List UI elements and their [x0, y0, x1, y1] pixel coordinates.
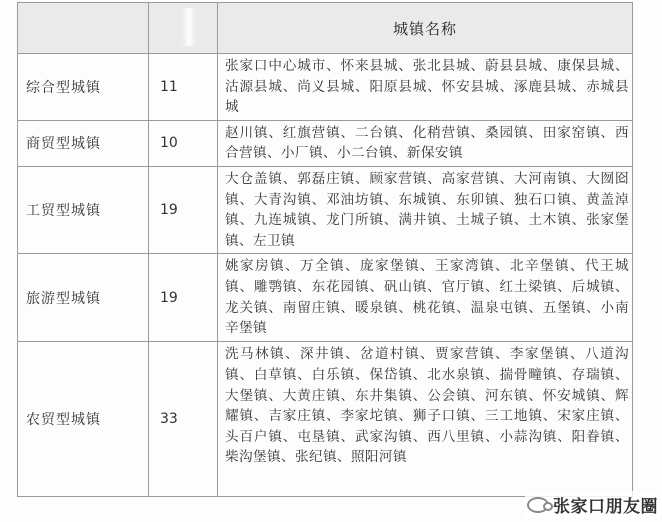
table-row — [18, 254, 633, 342]
town-classification-table — [17, 2, 633, 497]
table-row — [18, 120, 633, 166]
row-town-names: 洗马林镇、深井镇、岔道村镇、贾家营镇、李家堡镇、八道沟镇、白草镇、白乐镇、保岱镇、北水泉镇、揣骨疃镇、存瑞镇、大堡镇、大黄庄镇、东井集镇、公会镇、河东镇、怀安城镇、辉耀镇、吉家庄镇、李家坨镇、狮子口镇、三工地镇、宋家庄镇、头百户镇、屯垦镇、武家沟镇、西八里镇、小蒜沟镇、阳眷镇、柴沟堡镇、张纪镇、照阳河镇 — [218, 342, 633, 497]
row-count: 10 — [149, 120, 218, 166]
row-type-label: 农贸型城镇 — [18, 342, 149, 497]
row-count: 19 — [149, 254, 218, 342]
row-type-label: 工贸型城镇 — [18, 166, 149, 253]
row-town-names: 赵川镇、红旗营镇、二台镇、化稍营镇、桑园镇、田家窑镇、西合营镇、小厂镇、小二台镇、新保安镇 — [218, 120, 633, 166]
header-type-cell — [18, 3, 149, 54]
wechat-icon — [527, 497, 549, 513]
row-town-names: 张家口中心城市、怀来县城、张北县城、蔚县县城、康保县城、沽源县城、尚义县城、阳原县城、怀安县城、涿鹿县城、赤城县城 — [218, 54, 633, 121]
table-row — [18, 166, 633, 253]
header-names-cell: 城镇名称 — [218, 3, 633, 54]
table-header-row — [18, 3, 633, 54]
row-town-names: 大仓盖镇、郭磊庄镇、顾家营镇、高家营镇、大河南镇、大囫囵镇、大青沟镇、邓油坊镇、东城镇、东卯镇、独石口镇、黄盖淖镇、九连城镇、龙门所镇、满井镇、土城子镇、土木镇、张家堡镇、左卫镇 — [218, 166, 633, 253]
source-watermark — [525, 491, 660, 518]
row-count: 19 — [149, 166, 218, 253]
row-type-label: 商贸型城镇 — [18, 120, 149, 166]
scan-smudge — [182, 8, 196, 46]
table-row — [18, 54, 633, 121]
row-town-names: 姚家房镇、万全镇、庞家堡镇、王家湾镇、北辛堡镇、代王城镇、雕鹗镇、东花园镇、矾山镇、官厅镇、红土梁镇、后城镇、龙关镇、南留庄镇、暖泉镇、桃花镇、温泉屯镇、五堡镇、小南辛堡镇 — [218, 254, 633, 342]
watermark-text: 张家口朋友圈 — [553, 497, 658, 517]
row-count: 33 — [149, 342, 218, 497]
row-type-label: 综合型城镇 — [18, 54, 149, 121]
table-row — [18, 342, 633, 497]
row-type-label: 旅游型城镇 — [18, 254, 149, 342]
row-count: 11 — [149, 54, 218, 121]
